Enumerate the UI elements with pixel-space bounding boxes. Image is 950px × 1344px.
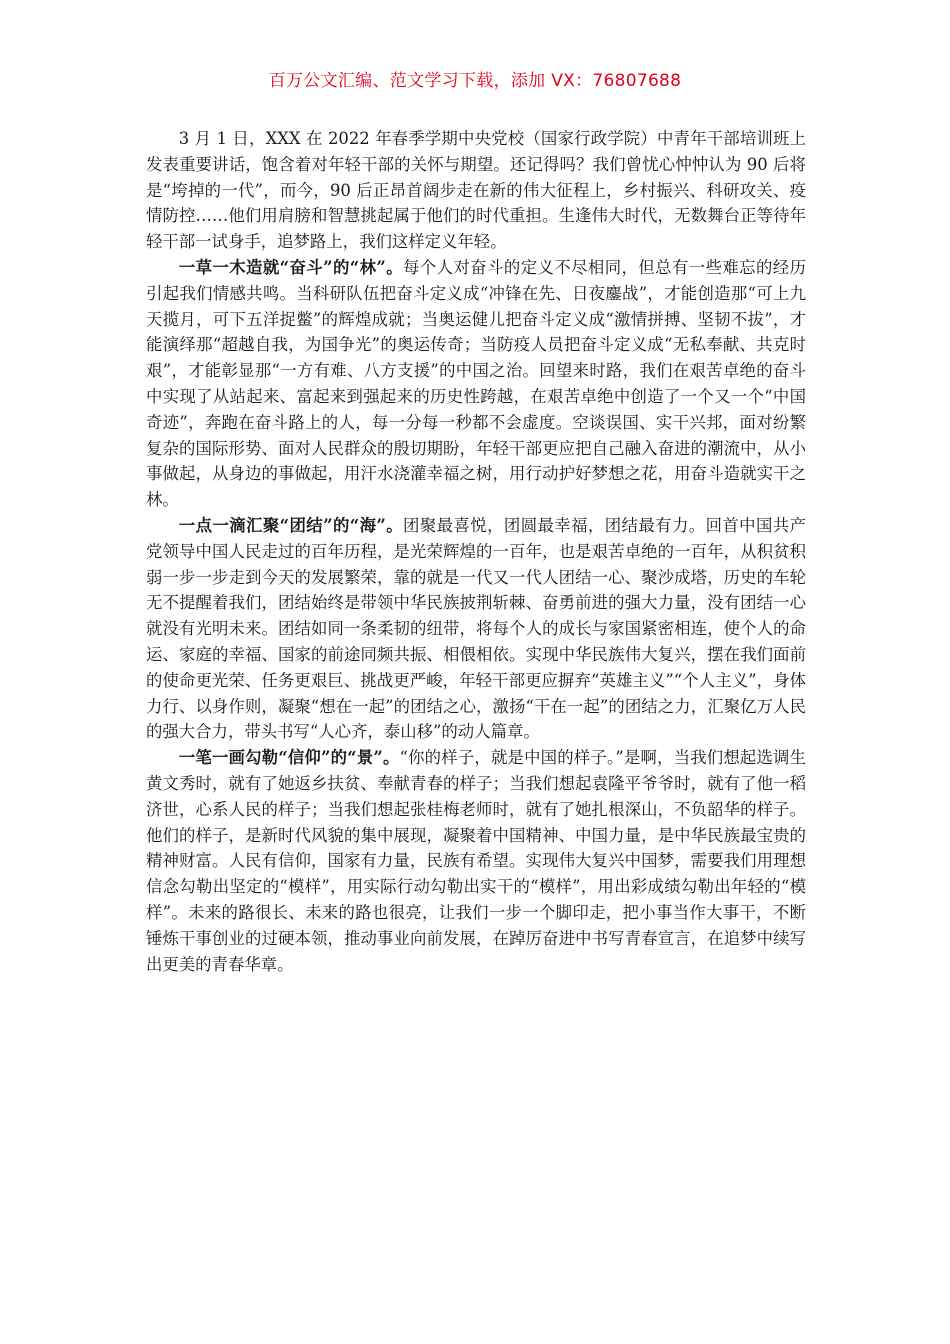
paragraph-text: 每个人对奋斗的定义不尽相同，但总有一些难忘的经历引起我们情感共鸣。当科研队伍把奋斗定义成“冲锋在先、日夜鏖战”，才能创造那“可上九天揽月，可下五洋捉鳖”的辉煌成就；当奥运健儿把奋斗定义成“激情拼搏、坚韧不拔”，才能演绎那“超越自我，为国争光”的奥运传奇；当防疫人员把奋斗定义成“无私奉献、共克时艰”，才能彰显那“一方有难、八方支援”的中国之治。回望来时路，我们在艰苦卓绝的奋斗中实现了从站起来、富起来到强起来的历史性跨越，在艰苦卓绝中创造了一个又一个“中国奇迹”，奔跑在奋斗路上的人，每一分每一秒都不会虚度。空谈误国、实干兴邦，面对纷繁复杂的国际形势、面对人民群众的殷切期盼，年轻干部更应把自己融入奋进的潮流中，从小事做起，从身边的事做起，用汗水浇灌幸福之树，用行动护好梦想之花，用奋斗造就实干之林。 [146,257,806,510]
paragraph-text: 团聚最喜悦，团圆最幸福，团结最有力。回首中国共产党领导中国人民走过的百年历程，是光荣辉煌的一百年，也是艰苦卓绝的一百年，从积贫积弱一步一步走到今天的发展繁荣，靠的就是一代又一代人团结一心、聚沙成塔，历史的车轮无不提醒着我们，团结始终是带领中华民族披荆斩棘、奋勇前进的强大力量，没有团结一心就没有光明未来。团结如同一条柔韧的纽带，将每个人的成长与家国紧密相连，使个人的命运、家庭的幸福、国家的前途同频共振、相偎相依。实现中华民族伟大复兴，摆在我们面前的使命更光荣、任务更艰巨、挑战更严峻，年轻干部更应摒弃“英雄主义”“个人主义”，身体力行、以身作则，凝聚“想在一起”的团结之心，激扬“干在一起”的团结之力，汇聚亿万人民的强大合力，带头书写“人心齐，泰山移”的动人篇章。 [146,515,806,742]
intro-paragraph [146,126,806,255]
paragraph-text: “你的样子，就是中国的样子。”是啊，当我们想起选调生黄文秀时，就有了她返乡扶贫、奉献青春的样子；当我们想起袁隆平爷爷时，就有了他一稻济世，心系人民的样子；当我们想起张桂梅老师时，就有了她扎根深山，不负韶华的样子。他们的样子，是新时代风貌的集中展现，凝聚着中国精神、中国力量，是中华民族最宝贵的精神财富。人民有信仰，国家有力量，民族有希望。实现伟大复兴中国梦，需要我们用理想信念勾勒出坚定的“模样”，用实际行动勾勒出实干的“模样”，用出彩成绩勾勒出年轻的“模样”。未来的路很长、未来的路也很亮，让我们一步一个脚印走，把小事当作大事干，不断锤炼干事创业的过硬本领，推动事业向前发展，在踔厉奋进中书写青春宣言，在追梦中续写出更美的青春华章。 [146,748,806,974]
section-paragraph-faith [146,745,806,977]
paragraph-text: 3 月 1 日，XXX 在 2022 年春季学期中央党校（国家行政学院）中青年干部培训班上发表重要讲话，饱含着对年轻干部的关怀与期望。还记得吗？我们曾忧心忡忡认为 90 后将是“垮掉的一代”，而今，90 后正昂首阔步走在新的伟大征程上，乡村振兴、科研攻关、疫情防控……他们用肩膀和智慧挑起属于他们的时代重担。生逢伟大时代，无数舞台正等待年轻干部一试身手，追梦路上，我们这样定义年轻。 [146,129,806,252]
section-paragraph-unity [146,513,806,745]
article-body [146,126,806,977]
section-heading: 一点一滴汇聚“团结”的“海”。 [178,515,404,535]
section-heading: 一草一木造就“奋斗”的“林”。 [178,257,404,277]
section-heading: 一笔一画勾勒“信仰”的“景”。 [178,748,400,768]
section-paragraph-struggle [146,255,806,513]
promo-banner[interactable]: 百万公文汇编、范文学习下载，添加 VX：76807688 [268,71,682,91]
